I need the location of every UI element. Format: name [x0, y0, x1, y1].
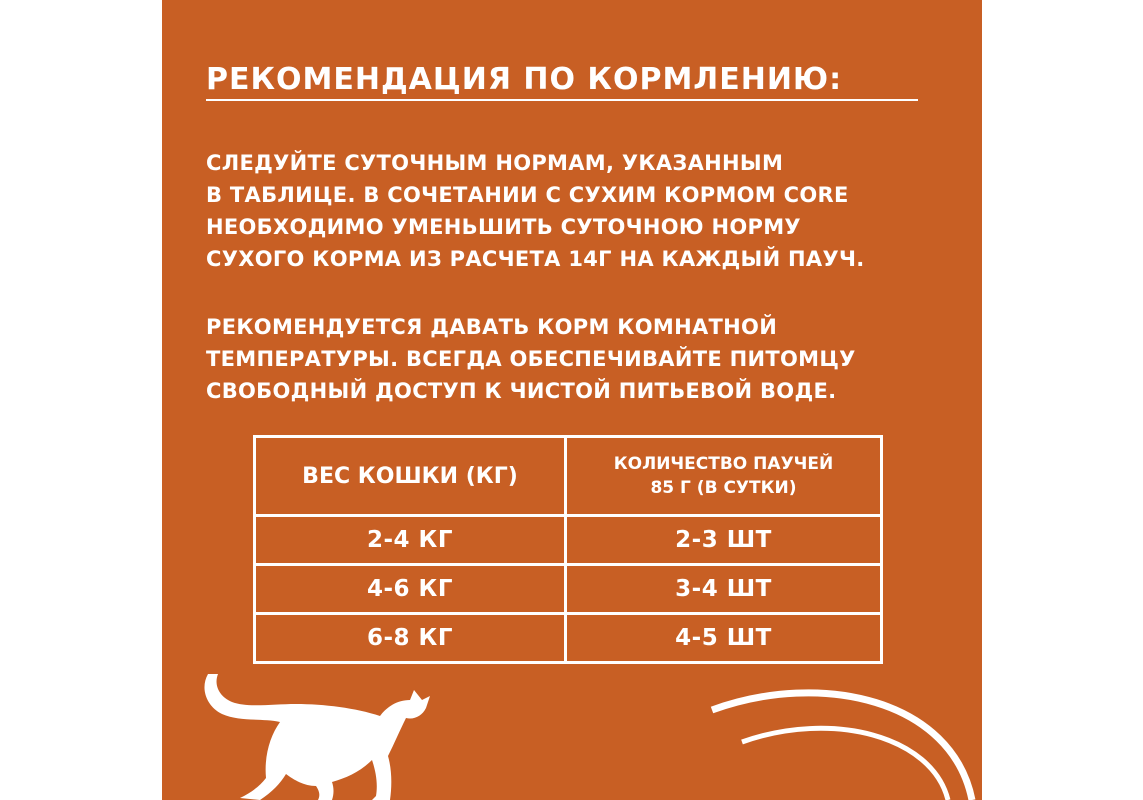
feeding-instructions-paragraph	[206, 147, 865, 275]
cell-weight: 2-4 КГ	[255, 516, 566, 565]
header-pouch-count-line: 85 Г (В СУТКИ)	[650, 478, 797, 498]
paragraph-line: НЕОБХОДИМО УМЕНЬШИТЬ СУТОЧНОЮ НОРМУ	[206, 215, 801, 239]
paragraph-line: СУХОГО КОРМА ИЗ РАСЧЕТА 14Г НА КАЖДЫЙ ПАУЧ.	[206, 247, 865, 271]
page-title: РЕКОМЕНДАЦИЯ ПО КОРМЛЕНИЮ:	[206, 62, 843, 97]
cell-count: 2-3 ШТ	[566, 516, 882, 565]
feeding-panel	[162, 0, 982, 800]
table-row	[255, 565, 882, 614]
cell-count: 3-4 ШТ	[566, 565, 882, 614]
cell-weight: 4-6 КГ	[255, 565, 566, 614]
header-cat-weight: ВЕС КОШКИ (КГ)	[255, 437, 566, 516]
decorative-swoosh-icon	[702, 640, 982, 800]
paragraph-line: СВОБОДНЫЙ ДОСТУП К ЧИСТОЙ ПИТЬЕВОЙ ВОДЕ.	[206, 379, 837, 403]
walking-cat-icon	[200, 660, 440, 800]
table-row	[255, 516, 882, 565]
header-pouch-count-line: КОЛИЧЕСТВО ПАУЧЕЙ	[613, 454, 834, 474]
paragraph-line: РЕКОМЕНДУЕТСЯ ДАВАТЬ КОРМ КОМНАТНОЙ	[206, 315, 778, 339]
table-header-row	[255, 437, 882, 516]
paragraph-line: СЛЕДУЙТЕ СУТОЧНЫМ НОРМАМ, УКАЗАННЫМ	[206, 151, 784, 175]
paragraph-line: ТЕМПЕРАТУРЫ. ВСЕГДА ОБЕСПЕЧИВАЙТЕ ПИТОМЦУ	[206, 347, 856, 371]
paragraph-line: В ТАБЛИЦЕ. В СОЧЕТАНИИ С СУХИМ КОРМОМ CORE	[206, 183, 849, 207]
header-pouch-count	[566, 437, 882, 516]
cell-count: 4-5 ШТ	[566, 614, 882, 663]
cell-weight: 6-8 КГ	[255, 614, 566, 663]
serving-advice-paragraph	[206, 311, 856, 407]
feeding-table	[253, 435, 883, 664]
title-underline	[206, 99, 918, 101]
